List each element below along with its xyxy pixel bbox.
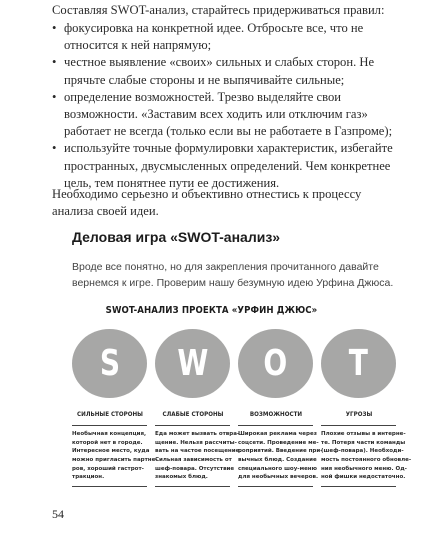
text-line: для необычных вечеров. (238, 474, 319, 481)
swot-label: УГРОЗЫ (345, 409, 372, 418)
swot-description (321, 430, 412, 482)
section-text: Вроде все понятно, но для закрепления прочитанного давайте вернемся к игре. Проверим нашу безумную идею Урфина Джюса. (72, 261, 394, 290)
text-line: знакомых блюд. (155, 474, 208, 481)
text-line: Необычная концепция, (72, 430, 147, 437)
swot-weaknesses (155, 329, 242, 487)
conclusion-paragraph: Необходимо серьезно и объективно отнестись к процессу анализа своей идеи. (52, 187, 362, 219)
intro-line: Составляя SWOT-анализ, старайтесь придерживаться правил: (52, 3, 385, 17)
rules-list (52, 20, 397, 192)
rule-item: • фокусировка на конкретной идее. Отбросьте все, что не относится к ней напрямую; (52, 20, 397, 54)
swot-letter: S (99, 342, 120, 384)
swot-description (155, 430, 242, 482)
text-line: мость постоянного обновле- (321, 456, 412, 463)
swot-letter: W (177, 342, 208, 384)
text-line: роприятий. Введение при- (238, 448, 323, 455)
section-heading: Деловая игра «SWOT-анализ» (72, 229, 281, 245)
text-line: можно пригласить партне- (72, 456, 158, 463)
text-line: вычных блюд. Создание (238, 456, 317, 463)
text-line: специального шоу-меню (238, 465, 317, 472)
text-line: те. Потеря части команды (321, 439, 406, 446)
text-line: которой нет в городе. (72, 439, 143, 446)
divider (321, 425, 396, 426)
text-line: щение. Нельзя рассчиты- (155, 439, 237, 446)
swot-letter: T (348, 342, 369, 384)
rule-item: • определение возможностей. Трезво выделяйте свои возможности. «Заставим всех ходить или отключим газ» работает не всегда (только если вы не работаете в Газпроме); (52, 89, 397, 141)
swot-label: СИЛЬНЫЕ СТОРОНЫ (76, 409, 143, 418)
text-line: ров, хороший гастрот- (72, 465, 144, 472)
swot-diagram-title: SWOT-АНАЛИЗ ПРОЕКТА «УРФИН ДЖЮС» (105, 305, 318, 316)
divider (155, 486, 230, 487)
swot-diagram (72, 329, 412, 487)
text-line: Широкая реклама через (238, 430, 317, 437)
text-line: Еда может вызвать отвра- (155, 430, 240, 437)
text-line: вать на частое посещение. (155, 448, 242, 455)
swot-circle (155, 329, 230, 398)
rule-item: • честное выявление «своих» сильных и слабых сторон. Не прячьте слабые стороны и не выпячивайте сильные; (52, 54, 397, 88)
rule-item: • используйте точные формулировки характеристик, избегайте пространных, двусмысленных определений. Чем конкретнее цель, тем понятнее пути ее достижения. (52, 140, 397, 192)
swot-letter: O (263, 342, 288, 384)
swot-label: СЛАБЫЕ СТОРОНЫ (162, 409, 223, 418)
divider (155, 425, 230, 426)
text-line: Сильная зависимость от (155, 456, 232, 463)
text-line: (шеф-повара). Необходи- (321, 448, 404, 455)
swot-strengths (72, 329, 158, 487)
page-number: 54 (52, 507, 64, 521)
text-line: ной фишки недостаточно. (321, 474, 406, 481)
divider (238, 425, 313, 426)
swot-opportunities (238, 329, 323, 487)
text-line: тракцион. (72, 474, 105, 481)
divider (72, 486, 147, 487)
text-line: ния необычного меню. Од- (321, 465, 407, 472)
swot-circle (321, 329, 396, 398)
swot-description (238, 430, 323, 482)
text-line: шеф-повара. Отсутствие (155, 465, 235, 472)
text-line: соцсети. Проведение ме- (238, 439, 319, 446)
swot-description (72, 430, 158, 482)
swot-threats (321, 329, 412, 487)
divider (238, 486, 313, 487)
swot-label: ВОЗМОЖНОСТИ (249, 409, 302, 418)
text-line: Интересное место, куда (72, 448, 150, 455)
text-line: Плохие отзывы в интерне- (321, 430, 406, 437)
swot-circle (238, 329, 313, 398)
swot-circle (72, 329, 147, 398)
divider (321, 486, 396, 487)
divider (72, 425, 147, 426)
